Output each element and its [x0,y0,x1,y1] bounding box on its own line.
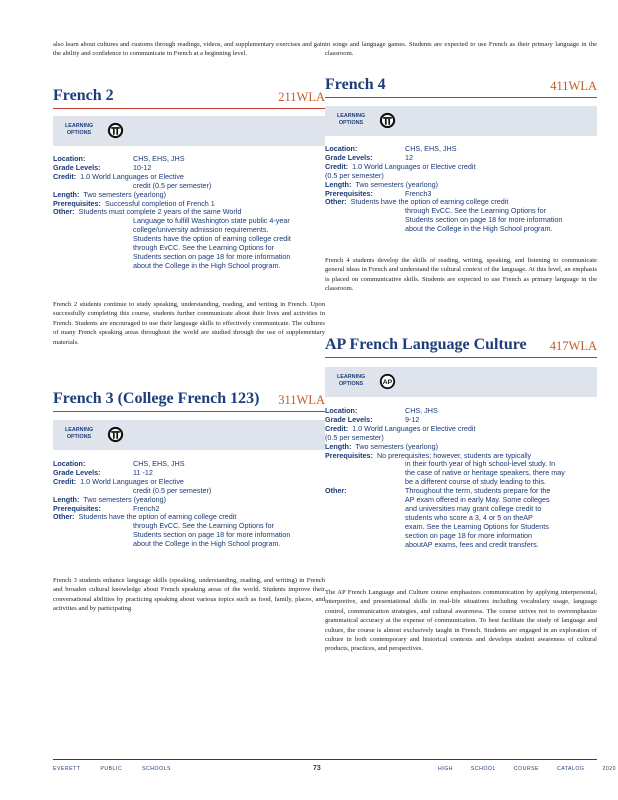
prereq-value-cont: in their fourth year of high school-level study. In [405,459,556,469]
course-description: French 4 students develop the skills of reading, writing, speaking, and listening to communicate general ideas in French and understand the cultural context of the language. At this level, an emphasis is placed on communicative skills. Students are expected to use French as primary language in the classroom. [325,257,597,293]
other-value: Students have the option of earning college credit [78,512,237,522]
credit-value-cont: (0.5 per semester) [325,170,384,180]
course-details-apfrench [325,407,597,550]
length-value: Two semesters (yearlong) [83,189,167,199]
learning-options-box [53,420,325,450]
credit-label: Credit: [53,476,77,486]
other-value-cont: Students section on page 18 for more information [133,530,291,540]
grades-label: Grade Levels: [325,152,373,162]
footer-word: CATALOG [556,766,585,772]
footer-word: SCHOOL [470,766,496,772]
credit-label: Credit: [325,423,349,433]
credit-value: 1.0 World Languages or Elective [80,476,184,486]
learning-options-label: LEARNING OPTIONS [337,113,366,126]
prereq-value-cont: the case of native or heritage speakers, there may [405,468,565,478]
length-value: Two semesters (yearlong) [83,494,167,504]
footer-word: COURSE [513,766,539,772]
location-label: Location: [325,406,358,415]
other-value-cont: students who score a 3, 4 or 5 on theAP [405,512,533,522]
prereq-value: Successful completion of French 1 [104,198,215,208]
footer-left [53,766,189,772]
other-value-cont: about the College in the High School program. [133,539,281,549]
other-value-cont: about the College in the High School program. [405,224,553,234]
course-details-french4 [325,145,597,234]
other-value-cont: college/university admission requirements. [133,225,269,235]
other-value-cont: and universities may grant college credit to [405,503,542,513]
credit-value: 1.0 World Languages or Elective [80,171,184,181]
other-value: Students must complete 2 years of the same World [78,207,242,217]
footer-word: PUBLIC [100,766,123,772]
prereq-label: Prerequisites: [53,198,101,208]
page-footer [53,765,616,776]
intro-paragraph: in songs and language games. Students are expected to use French as their primary language in the classroom. [325,41,597,58]
course-title: AP French Language Culture [325,336,527,353]
course-description: French 3 students enhance language skills (speaking, understanding, reading, and writing) in French and broaden cultural knowledge about French speaking areas of the world. Students improve their conversational abilities by practicing speaking about various topics such as food, family, places, and activities and by participating [53,577,325,613]
learning-options-label: LEARNING OPTIONS [337,374,366,387]
other-value-cont: section on page 18 for more information [405,530,533,540]
other-value: Throughout the term, students prepare for the [405,486,551,496]
learning-options-label: LEARNING OPTIONS [65,123,94,136]
length-label: Length: [53,189,80,199]
course-title: French 4 [325,76,386,93]
length-label: Length: [325,179,352,189]
other-value-cont: exam. See the Learning Options for Students [405,521,549,531]
page-number: 73 [313,765,321,772]
grades-value: 11 -12 [133,467,153,477]
credit-value: 1.0 World Languages or Elective credit [352,423,476,433]
other-value: Students have the option of earning college credit [350,197,509,207]
prereq-value-cont: be a different course of study leading to this. [405,477,546,487]
learning-options-box [325,367,597,397]
prereq-label: Prerequisites: [325,450,373,460]
other-value-cont: Students have the option of earning college credit [133,234,291,244]
grades-label: Grade Levels: [53,467,101,477]
length-label: Length: [325,441,352,451]
course-description: The AP French Language and Culture course emphasizes communication by applying interpersonal, interpretive, and presentational skills in real-life situations including vocabulary usage, language control, communication strategies, and cultural awareness. The course strives not to overemphasize grammatical accuracy at the expense of communication. To best facilitate the study of language and culture, the course is almost exclusively taught in French. Students are engaged in an exploration of culture in both contemporary and historical contexts and develops student awareness of cultural products, practices, and perspectives. [325,589,597,653]
length-value: Two semesters (yearlong) [355,441,439,451]
ap-icon [379,373,396,390]
course-code: 417WLA [549,339,597,353]
learning-options-label: LEARNING OPTIONS [65,427,94,440]
other-value-cont: Students section on page 18 for more information [405,215,563,225]
course-title: French 2 [53,87,114,104]
credit-value-cont: credit (0.5 per semester) [133,180,212,190]
course-code: 411WLA [550,79,597,93]
prereq-value: French2 [133,503,160,513]
footer-right [438,766,618,772]
course-code: 311WLA [278,393,325,407]
credit-value-cont: (0.5 per semester) [325,432,384,442]
other-label: Other: [53,512,75,522]
footer-word: 2020 [602,766,616,772]
grades-label: Grade Levels: [325,414,373,424]
course-header-apfrench [325,333,597,358]
prereq-value: No prerequisites; however, students are typically [376,450,532,460]
classroom-icon [107,426,124,443]
other-value-cont: Students section on page 18 for more information [133,251,291,261]
grades-value: 10-12 [133,162,152,172]
footer-divider [53,759,597,760]
credit-label: Credit: [53,171,77,181]
ap-icon-text: AP [382,379,393,387]
credit-label: Credit: [325,161,349,171]
intro-paragraph: also learn about cultures and customs through readings, videos, and supplementary exercises and gain the ability and confidence to communicate in French at a beginning level. [53,41,325,58]
other-value-cont: Language to fulfill Washington state public 4-year [133,216,290,226]
other-label: Other: [53,207,75,217]
prereq-label: Prerequisites: [53,503,101,513]
grades-value: 9-12 [405,414,420,424]
other-value-cont: through EvCC. See the Learning Options for [405,206,547,216]
other-label: Other: [325,197,347,207]
grades-value: 12 [405,152,413,162]
learning-options-box [53,116,325,146]
classroom-icon [107,122,124,139]
course-code: 211WLA [278,90,325,104]
location-value: CHS, JHS [405,406,438,415]
other-value-cont: AP exam offered in early May. Some colleges [405,495,550,505]
other-label: Other: [325,486,347,496]
footer-word: SCHOOLS [142,766,171,772]
location-label: Location: [325,144,358,153]
course-description: French 2 students continue to study speaking, understanding, reading, and writing in French. Upon successfully completing this course, students further communicate about their lives and activities in French. Students are encouraged to use their language skills to effectively communicate. The cultures of many French speaking areas throughout the world are studied through the use of supplementary materials. [53,301,325,346]
other-value-cont: about the College in the High School program. [133,260,281,270]
course-details-french3 [53,460,325,549]
prereq-value: French3 [405,188,432,198]
grades-label: Grade Levels: [53,162,101,172]
course-header-french3 [53,387,325,412]
length-label: Length: [53,494,80,504]
other-value-cont: through EvCC. See the Learning Options for [133,521,275,531]
course-title: French 3 (College French 123) [53,390,260,407]
learning-options-box [325,106,597,136]
location-value: CHS, EHS, JHS [133,154,185,163]
footer-word: HIGH [438,766,453,772]
course-header-french4 [325,73,597,98]
length-value: Two semesters (yearlong) [355,179,439,189]
other-value-cont: aboutAP exams, fees and credit transfers. [405,539,539,549]
credit-value: 1.0 World Languages or Elective credit [352,161,476,171]
credit-value-cont: credit (0.5 per semester) [133,485,212,495]
other-value-cont: through EvCC. See the Learning Options for [133,243,275,253]
footer-word: EVERETT [53,766,81,772]
location-label: Location: [53,459,86,468]
location-label: Location: [53,154,86,163]
location-value: CHS, EHS, JHS [133,459,185,468]
course-header-french2 [53,84,325,109]
classroom-icon [379,112,396,129]
prereq-label: Prerequisites: [325,188,373,198]
course-details-french2 [53,155,325,271]
location-value: CHS, EHS, JHS [405,144,457,153]
